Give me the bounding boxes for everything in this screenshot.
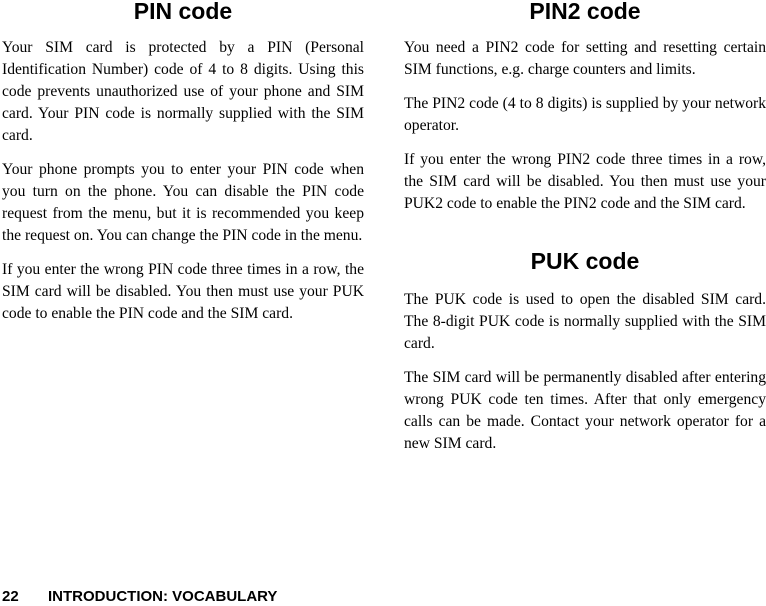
pin2-code-paragraph-1: You need a PIN2 code for setting and resetting certain SIM functions, e.g. charge counters and limits. [404, 39, 766, 78]
pin2-code-paragraph-3: If you enter the wrong PIN2 code three times in a row, the SIM card will be disabled. You then must use your PUK2 code to enable the PIN2 code and the SIM card. [404, 151, 766, 212]
puk-code-paragraph-2: The SIM card will be permanently disabled after entering wrong PUK code ten times. After that only emergency calls can be made. Contact your network operator for a new SIM card. [404, 369, 766, 452]
pin-code-paragraph-2: Your phone prompts you to enter your PIN code when you turn on the phone. You can disable the PIN code request from the menu, but it is recommended you keep the request on. You can change the PIN code in the menu. [2, 161, 364, 244]
pin-code-heading: PIN code [133, 0, 233, 24]
page-number: 22 [2, 588, 19, 605]
pin-code-paragraph-3: If you enter the wrong PIN code three times in a row, the SIM card will be disabled. You then must use your PUK code to enable the PIN code and the SIM card. [2, 261, 364, 322]
puk-code-paragraph-1: The PUK code is used to open the disabled SIM card. The 8-digit PUK code is normally supplied with the SIM card. [404, 291, 766, 352]
right-column [404, 0, 766, 467]
pin2-code-heading: PIN2 code [529, 0, 641, 24]
pin-code-paragraph-1: Your SIM card is protected by a PIN (Personal Identification Number) code of 4 to 8 digits. Using this code prevents unauthorized use of your phone and SIM card. Your PIN code is normally supplied with the SIM card. [2, 39, 364, 144]
left-column [2, 0, 364, 337]
puk-code-heading: PUK code [530, 248, 640, 274]
pin2-code-paragraph-2: The PIN2 code (4 to 8 digits) is supplied by your network operator. [404, 95, 766, 134]
page-footer [2, 588, 277, 606]
section-title: INTRODUCTION: VOCABULARY [48, 588, 278, 605]
